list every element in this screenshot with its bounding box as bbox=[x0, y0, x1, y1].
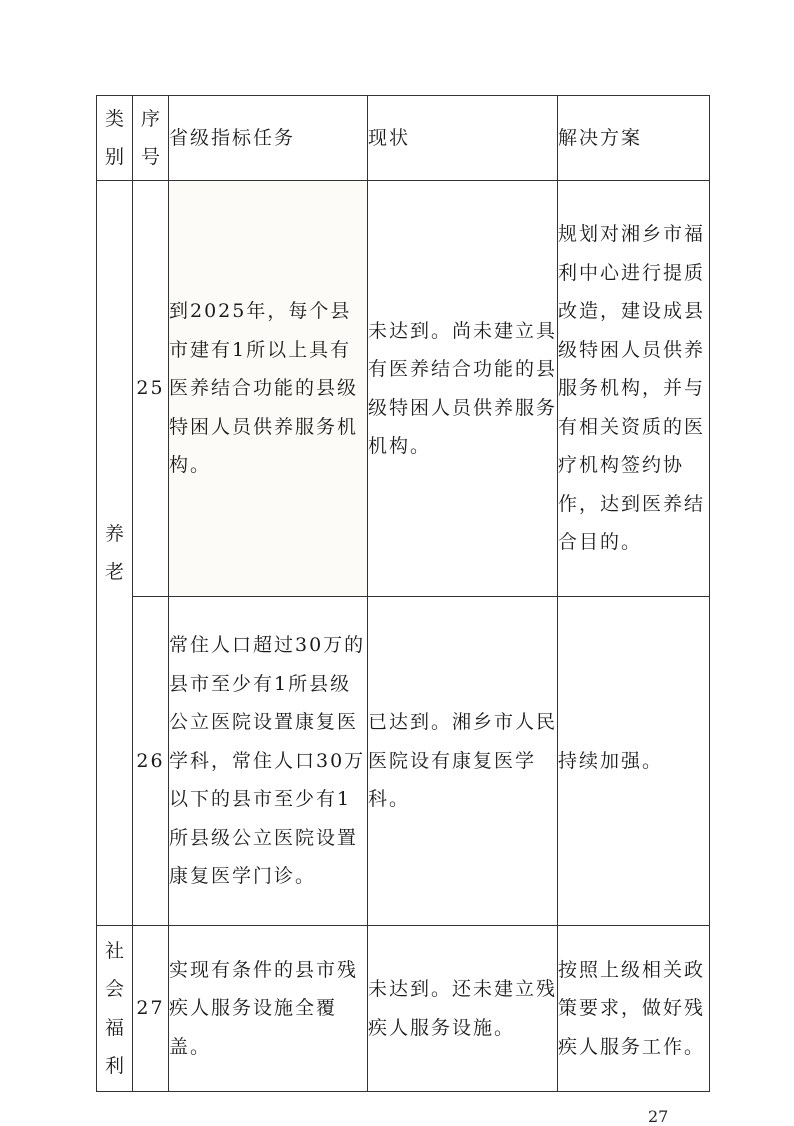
task-cell: 实现有条件的县市残疾人服务设施全覆盖。 bbox=[169, 926, 368, 1092]
indicator-table bbox=[96, 95, 710, 1092]
header-solution: 解决方案 bbox=[558, 96, 710, 181]
solution-cell: 持续加强。 bbox=[558, 597, 710, 926]
header-task: 省级指标任务 bbox=[169, 96, 368, 181]
table-row bbox=[97, 597, 710, 926]
page-number: 27 bbox=[648, 1107, 669, 1126]
category-cell-welfare: 社会福利 bbox=[97, 926, 133, 1092]
solution-cell: 规划对湘乡市福利中心进行提质改造，建设成县级特困人员供养服务机构，并与有相关资质的医疗机构签约协作，达到医养结合目的。 bbox=[558, 181, 710, 597]
solution-cell: 按照上级相关政策要求，做好残疾人服务工作。 bbox=[558, 926, 710, 1092]
table-row bbox=[97, 926, 710, 1092]
status-cell: 未达到。还未建立残疾人服务设施。 bbox=[368, 926, 558, 1092]
task-cell: 到2025年，每个县市建有1所以上具有医养结合功能的县级特困人员供养服务机构。 bbox=[169, 181, 368, 597]
category-cell-elderly: 养老 bbox=[97, 181, 133, 926]
header-status: 现状 bbox=[368, 96, 558, 181]
status-cell: 未达到。尚未建立具有医养结合功能的县级特困人员供养服务机构。 bbox=[368, 181, 558, 597]
table-row bbox=[97, 181, 710, 597]
seq-cell: 26 bbox=[133, 597, 169, 926]
header-seq: 序号 bbox=[133, 96, 169, 181]
seq-cell: 27 bbox=[133, 926, 169, 1092]
status-cell: 已达到。湘乡市人民医院设有康复医学科。 bbox=[368, 597, 558, 926]
seq-cell: 25 bbox=[133, 181, 169, 597]
header-category: 类别 bbox=[97, 96, 133, 181]
table-header-row bbox=[97, 96, 710, 181]
task-cell: 常住人口超过30万的县市至少有1所县级公立医院设置康复医学科，常住人口30万以下的县市至少有1所县级公立医院设置康复医学门诊。 bbox=[169, 597, 368, 926]
